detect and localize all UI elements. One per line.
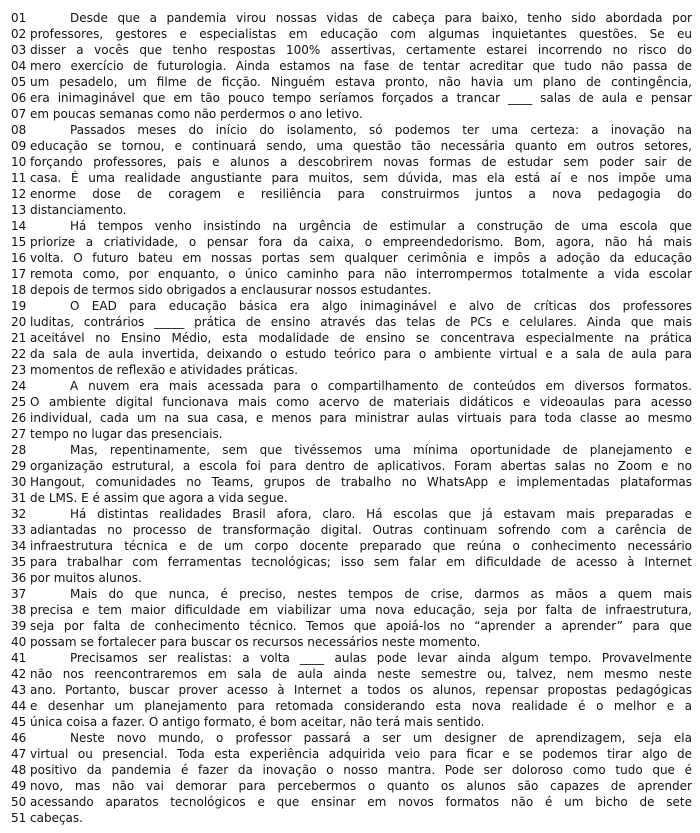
text-line: [11, 778, 692, 794]
line-number: 41: [11, 651, 27, 665]
line-text: A nuvem era mais acessada para o compartilhamento de conteúdos em diversos formatos.: [70, 379, 692, 393]
line-text: O EAD para educação básica era algo inimaginável e alvo de críticas dos professores: [70, 299, 692, 313]
line-text: Mais do que nunca, é preciso, nestes tempos de crise, darmos as mãos a quem mais: [70, 587, 692, 601]
line-text: distanciamento.: [30, 203, 127, 217]
line-text: Desde que a pandemia virou nossas vidas de cabeça para baixo, tenho sido abordada por: [70, 11, 692, 25]
text-line: [11, 250, 692, 266]
line-text: forçando professores, pais e alunos a descobrirem novas formas de estudar sem poder sair de: [30, 155, 692, 169]
line-number: 01: [11, 11, 27, 25]
text-line: [11, 602, 692, 618]
text-line: [11, 522, 692, 538]
text-line: [11, 74, 692, 90]
line-text: luditas, contrários _____ prática de ensino através das telas de PCs e celulares. Ainda que mais: [30, 315, 692, 329]
line-number: 29: [11, 459, 27, 473]
line-number: 42: [11, 667, 27, 681]
text-line: [11, 490, 692, 506]
text-line: [11, 682, 692, 698]
text-line: [11, 794, 692, 810]
text-line: [11, 186, 692, 202]
line-text: individual, cada um na sua casa, e menos para ministrar aulas virtuais para toda classe ao mesmo: [30, 411, 692, 425]
line-number: 30: [11, 475, 27, 489]
line-text: organização estrutural, a escola foi para dentro de aplicativos. Foram abertas salas no Zoom e no: [30, 459, 692, 473]
line-text: seja por falta de conhecimento técnico. Temos que apoiá-los no “aprender a aprender” para que: [30, 619, 692, 633]
line-text: aceitável no Ensino Médio, esta modalidade de ensino se concentrava especialmente na prática: [30, 331, 692, 345]
text-line: [11, 746, 692, 762]
line-text: remota como, por enquanto, o único caminho para não interrompermos totalmente a vida escolar: [30, 267, 692, 281]
line-number: 25: [11, 395, 27, 409]
line-text: O ambiente digital funcionava mais como acervo de materiais didáticos e videoaulas para acesso: [30, 395, 692, 409]
text-line: [11, 122, 692, 138]
line-text: não nos reencontraremos em sala de aula ainda neste semestre ou, talvez, nem mesmo neste: [30, 667, 692, 681]
line-number: 12: [11, 187, 27, 201]
text-line: [11, 58, 692, 74]
line-text: única coisa a fazer. O antigo formato, é bom aceitar, não terá mais sentido.: [30, 715, 485, 729]
line-number: 08: [11, 123, 27, 137]
text-line: [11, 634, 692, 650]
text-line: [11, 762, 692, 778]
line-text: possam se fortalecer para buscar os recursos necessários neste momento.: [30, 635, 481, 649]
text-line: [11, 506, 692, 522]
text-line: [11, 234, 692, 250]
text-line: [11, 442, 692, 458]
line-text: Precisamos ser realistas: a volta ____ aulas pode levar ainda algum tempo. Provavelmente: [70, 651, 692, 665]
line-number: 26: [11, 411, 27, 425]
line-text: depois de termos sido obrigados a enclausurar nossos estudantes.: [30, 283, 432, 297]
text-line: [11, 474, 692, 490]
line-text: para trabalhar com ferramentas tecnológicas; isso sem falar em dificuldade de acesso à Internet: [30, 555, 692, 569]
line-text: Hangout, comunidades no Teams, grupos de trabalho no WhatsApp e implementadas plataformas: [30, 475, 692, 489]
text-line: [11, 586, 692, 602]
line-text: virtual ou presencial. Toda esta experiência adquirida veio para ficar e se podemos tirar algo de: [30, 747, 692, 761]
line-number: 27: [11, 427, 27, 441]
line-number: 46: [11, 731, 27, 745]
line-number: 06: [11, 91, 27, 105]
text-line: [11, 730, 692, 746]
line-text: professores, gestores e especialistas em educação com algumas inquietantes questões. Se eu: [30, 27, 692, 41]
text-line: [11, 26, 692, 42]
line-text: tempo no lugar das presenciais.: [30, 427, 223, 441]
line-number: 40: [11, 635, 27, 649]
line-number: 35: [11, 555, 27, 569]
line-number: 07: [11, 107, 27, 121]
text-line: [11, 330, 692, 346]
line-text: cabeças.: [30, 811, 83, 825]
text-line: [11, 394, 692, 410]
line-text: casa. É uma realidade angustiante para muitos, sem dúvida, mas ela está aí e nos impõe uma: [30, 171, 692, 185]
line-number: 44: [11, 699, 27, 713]
line-text: educação se tornou, e continuará sendo, uma questão tão necessária quanto em outros setores,: [30, 139, 692, 153]
line-number: 19: [11, 299, 27, 313]
line-text: era inimaginável que em tão pouco tempo seríamos forçados a trancar ____ salas de aula e pensar: [30, 91, 692, 105]
line-number: 38: [11, 603, 27, 617]
text-line: [11, 202, 692, 218]
text-line: [11, 90, 692, 106]
line-number: 24: [11, 379, 27, 393]
line-number: 16: [11, 251, 27, 265]
text-line: [11, 346, 692, 362]
line-text: volta. O futuro bateu em nossas portas sem qualquer cerimônia e impôs a adoção da educação: [30, 251, 692, 265]
line-number: 49: [11, 779, 27, 793]
text-line: [11, 666, 692, 682]
line-text: Há tempos venho insistindo na urgência de estimular a construção de uma escola que: [70, 219, 692, 233]
line-text: ano. Portanto, buscar prover acesso à Internet a todos os alunos, repensar propostas pedagógicas: [30, 683, 692, 697]
line-text: em poucas semanas como não perdermos o ano letivo.: [30, 107, 363, 121]
line-number: 20: [11, 315, 27, 329]
line-number: 21: [11, 331, 27, 345]
line-text: e desenhar um planejamento para retomada considerando esta nova realidade é o melhor e a: [30, 699, 692, 713]
line-number: 34: [11, 539, 27, 553]
text-line: [11, 618, 692, 634]
line-number: 33: [11, 523, 27, 537]
line-text: Neste novo mundo, o professor passará a ser um designer de aprendizagem, seja ela: [70, 731, 692, 745]
line-number: 22: [11, 347, 27, 361]
text-line: [11, 42, 692, 58]
line-text: acessando aparatos tecnológicos e que ensinar em novos formatos não é um bicho de sete: [30, 795, 692, 809]
line-number: 23: [11, 363, 27, 377]
text-lines-container: [11, 10, 692, 826]
line-number: 05: [11, 75, 27, 89]
line-number: 39: [11, 619, 27, 633]
line-number: 31: [11, 491, 27, 505]
line-number: 11: [11, 171, 27, 185]
text-line: [11, 378, 692, 394]
line-text: priorize a criatividade, o pensar fora da caixa, o empreendedorismo. Bom, agora, não há mais: [30, 235, 692, 249]
line-text: precisa e tem maior dificuldade em viabilizar uma nova educação, seja por falta de infraestrutura,: [30, 603, 692, 617]
line-number: 15: [11, 235, 27, 249]
line-text: um pesadelo, um filme de ficção. Ninguém estava pronto, não havia um plano de contingência,: [30, 75, 692, 89]
text-line: [11, 554, 692, 570]
line-number: 10: [11, 155, 27, 169]
line-number: 50: [11, 795, 27, 809]
text-line: [11, 154, 692, 170]
text-line: [11, 426, 692, 442]
text-line: [11, 218, 692, 234]
line-number: 28: [11, 443, 27, 457]
line-number: 17: [11, 267, 27, 281]
text-line: [11, 266, 692, 282]
text-line: [11, 650, 692, 666]
text-line: [11, 698, 692, 714]
line-number: 13: [11, 203, 27, 217]
text-line: [11, 410, 692, 426]
line-text: disser a vocês que tenho respostas 100% assertivas, certamente estarei incorrendo no risco do: [30, 43, 692, 57]
line-text: Há distintas realidades Brasil afora, claro. Há escolas que já estavam mais preparadas e: [70, 507, 692, 521]
line-text: Passados meses do início do isolamento, só podemos ter uma certeza: a inovação na: [70, 123, 692, 137]
line-number: 47: [11, 747, 27, 761]
text-line: [11, 298, 692, 314]
line-text: enorme dose de coragem e resiliência para construirmos juntos a nova pedagogia do: [30, 187, 692, 201]
line-text: por muitos alunos.: [30, 571, 142, 585]
line-number: 48: [11, 763, 27, 777]
line-text: momentos de reflexão e atividades práticas.: [30, 363, 299, 377]
line-number: 51: [11, 811, 27, 825]
line-number: 14: [11, 219, 27, 233]
text-line: [11, 10, 692, 26]
line-number: 18: [11, 283, 27, 297]
line-number: 09: [11, 139, 27, 153]
line-text: novo, mas não vai demorar para percebermos o quanto os alunos são capazes de aprender: [30, 779, 692, 793]
line-text: mero exercício de futurologia. Ainda estamos na fase de tentar acreditar que tudo não passa de: [30, 59, 692, 73]
line-number: 04: [11, 59, 27, 73]
line-number: 02: [11, 27, 27, 41]
line-text: positivo da pandemia é fazer da inovação o nosso mantra. Pode ser doloroso como tudo que é: [30, 763, 692, 777]
text-line: [11, 538, 692, 554]
text-line: [11, 106, 692, 122]
text-line: [11, 314, 692, 330]
text-line: [11, 282, 692, 298]
text-line: [11, 138, 692, 154]
line-number: 37: [11, 587, 27, 601]
text-line: [11, 362, 692, 378]
line-number: 32: [11, 507, 27, 521]
line-number: 45: [11, 715, 27, 729]
text-line: [11, 570, 692, 586]
line-text: adiantadas no processo de transformação digital. Outras continuam sofrendo com a carência de: [30, 523, 692, 537]
line-number: 03: [11, 43, 27, 57]
line-text: Mas, repentinamente, sem que tivéssemos uma mínima oportunidade de planejamento e: [70, 443, 692, 457]
line-text: de LMS. E é assim que agora a vida segue.: [30, 491, 288, 505]
line-number: 43: [11, 683, 27, 697]
text-line: [11, 458, 692, 474]
text-line: [11, 714, 692, 730]
line-text: infraestrutura técnica e de um corpo docente preparado que reúna o conhecimento necessário: [30, 539, 692, 553]
text-line: [11, 170, 692, 186]
line-number: 36: [11, 571, 27, 585]
text-line: [11, 810, 692, 826]
line-text: da sala de aula invertida, deixando o estudo teórico para o ambiente virtual e a sala de aula para: [30, 347, 692, 361]
